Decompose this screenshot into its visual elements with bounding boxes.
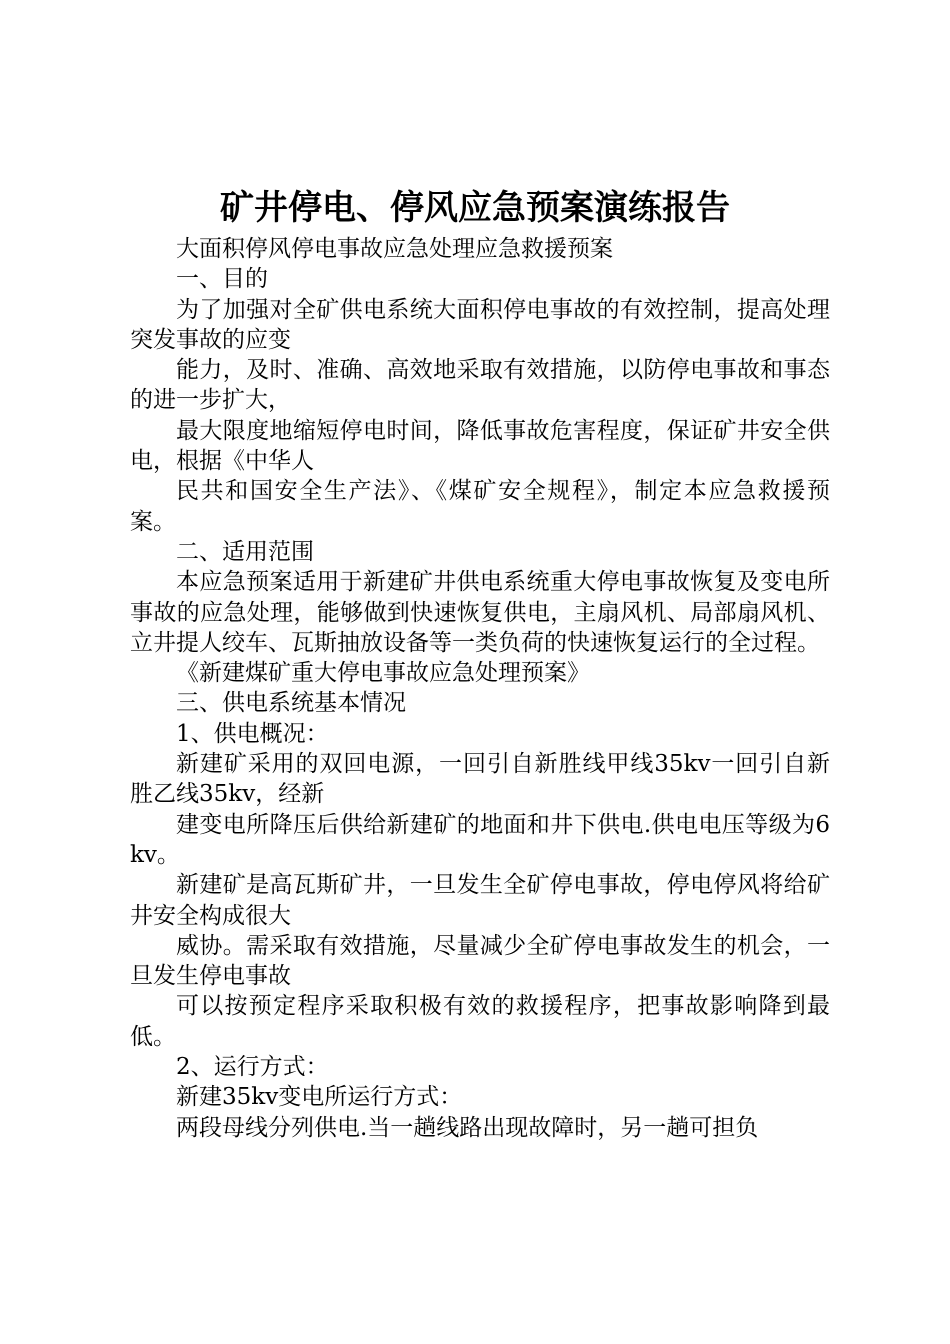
paragraph: 最大限度地缩短停电时间，降低事故危害程度，保证矿井安全供电，根据《中华人 [130,417,830,475]
paragraph: 民共和国安全生产法》、《煤矿安全规程》，制定本应急救援预案。 [130,478,830,535]
paragraph-heading-plan: 大面积停风停电事故应急处理应急救援预案 [176,236,613,262]
paragraph: 能力，及时、准确、高效地采取有效措施，以防停电事故和事态的进一步扩大， [130,357,830,414]
subsection-heading-overview: 1、供电概况： [176,720,329,747]
paragraph: 建变电所降压后供给新建矿的地面和井下供电.供电电压等级为6kv。 [130,811,830,868]
paragraph: 新建矿采用的双回电源，一回引自新胜线甲线35kv一回引自新胜乙线35kv，经新 [130,751,830,808]
document-body [130,234,830,1143]
paragraph: 两段母线分列供电.当一趟线路出现故障时，另一趟可担负 [176,1114,759,1141]
paragraph: 可以按预定程序采取积极有效的救援程序，把事故影响降到最低。 [130,993,830,1050]
paragraph: 新建矿是高瓦斯矿井，一旦发生全矿停电事故，停电停风将给矿井安全构成很大 [130,872,830,929]
paragraph: 威协。需采取有效措施，尽量减少全矿停电事故发生的机会，一旦发生停电事故 [130,932,830,990]
section-heading-purpose: 一、目的 [176,266,268,293]
paragraph: 新建35kv变电所运行方式： [176,1084,463,1111]
paragraph: 为了加强对全矿供电系统大面积停电事故的有效控制，提高处理突发事故的应变 [130,296,830,353]
paragraph: 本应急预案适用于新建矿井供电系统重大停电事故恢复及变电所事故的应急处理，能够做到快速恢复供电，主扇风机、局部扇风机、立井提人绞车、瓦斯抽放设备等一类负荷的快速恢复运行的全过程。 [130,569,830,656]
section-heading-scope: 二、适用范围 [176,538,314,565]
document-title: 矿井停电、停风应急预案演练报告 [220,188,730,228]
plan-name-line: 《新建煤矿重大停电事故应急处理预案》 [176,660,590,687]
subsection-heading-operation-mode: 2、运行方式： [176,1054,329,1081]
section-heading-power-system: 三、供电系统基本情况 [176,690,406,717]
